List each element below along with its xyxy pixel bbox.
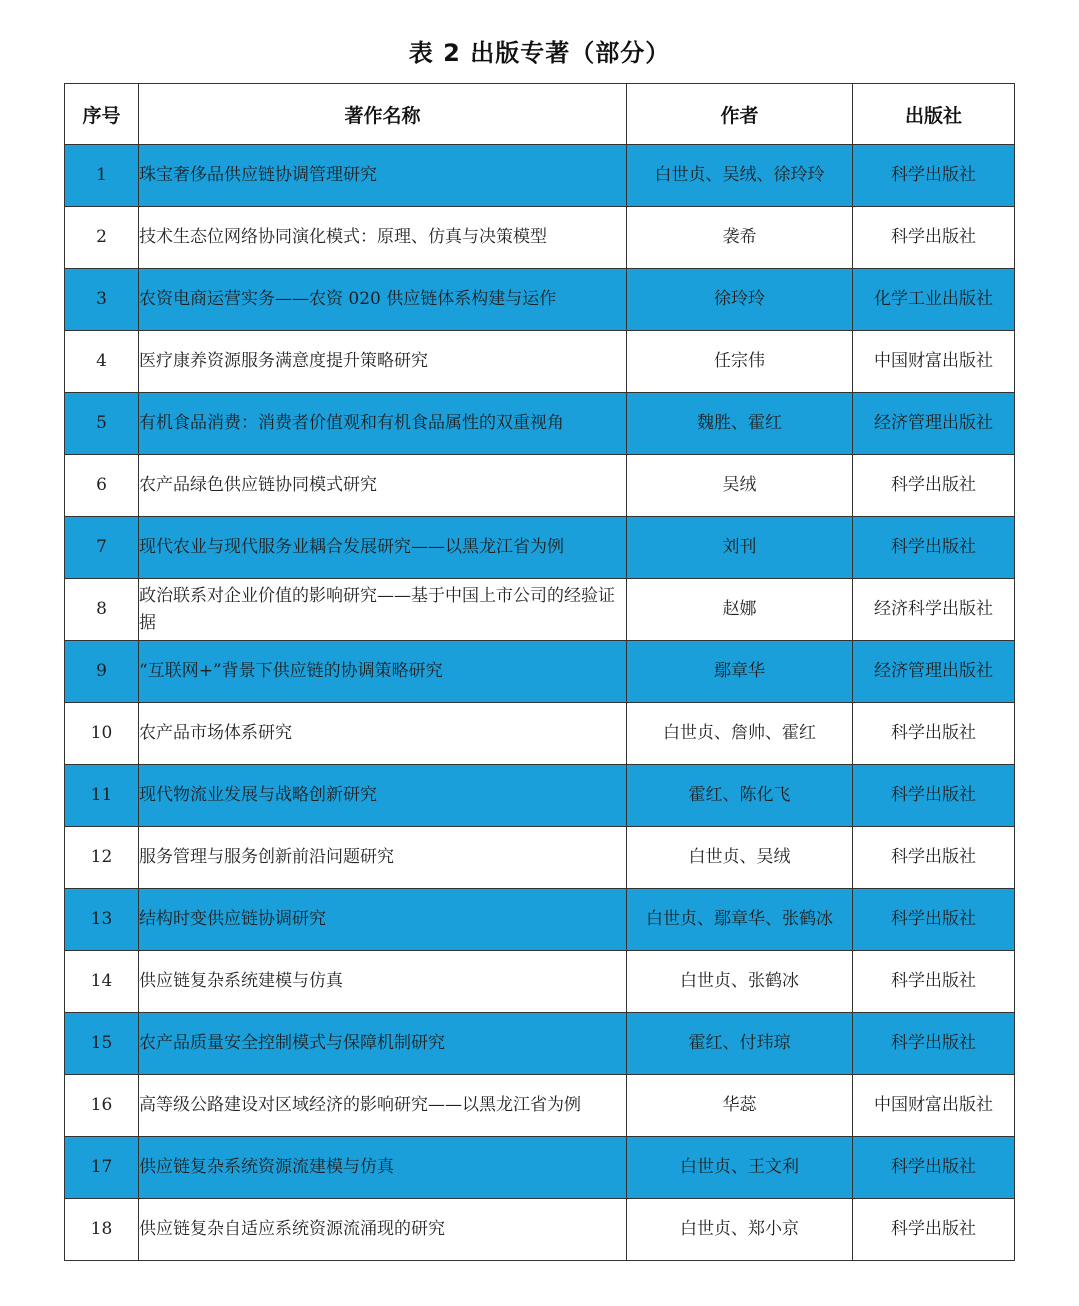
row-number: 7 [65,517,139,579]
book-title: 服务管理与服务创新前沿问题研究 [139,827,627,889]
book-title: 供应链复杂系统建模与仿真 [139,951,627,1013]
row-number: 15 [65,1013,139,1075]
book-title: 技术生态位网络协同演化模式：原理、仿真与决策模型 [139,207,627,269]
book-title: 农产品质量安全控制模式与保障机制研究 [139,1013,627,1075]
book-publisher: 科学出版社 [853,1199,1015,1261]
book-title: 医疗康养资源服务满意度提升策略研究 [139,331,627,393]
book-title: 现代农业与现代服务业耦合发展研究——以黑龙江省为例 [139,517,627,579]
row-number: 8 [65,579,139,641]
row-number: 6 [65,455,139,517]
book-title: 珠宝奢侈品供应链协调管理研究 [139,145,627,207]
book-authors: 白世贞、王文利 [627,1137,853,1199]
book-title: 供应链复杂系统资源流建模与仿真 [139,1137,627,1199]
row-number: 5 [65,393,139,455]
table-row [65,393,1015,455]
header-book-title: 著作名称 [139,84,627,145]
row-number: 4 [65,331,139,393]
table-row [65,1137,1015,1199]
row-number: 10 [65,703,139,765]
book-title: 政治联系对企业价值的影响研究——基于中国上市公司的经验证据 [139,579,627,641]
row-number: 13 [65,889,139,951]
table-row [65,827,1015,889]
book-authors: 刘刊 [627,517,853,579]
table-row [65,331,1015,393]
table-row [65,641,1015,703]
table-body [65,145,1015,1261]
row-number: 16 [65,1075,139,1137]
row-number: 18 [65,1199,139,1261]
book-authors: 白世贞、吴绒 [627,827,853,889]
table-row [65,1075,1015,1137]
row-number: 14 [65,951,139,1013]
book-publisher: 科学出版社 [853,145,1015,207]
book-publisher: 中国财富出版社 [853,1075,1015,1137]
table-row [65,579,1015,641]
book-authors: 华蕊 [627,1075,853,1137]
row-number: 17 [65,1137,139,1199]
table-row [65,1013,1015,1075]
table-caption: 表 2 出版专著（部分） [408,39,671,67]
book-publisher: 中国财富出版社 [853,331,1015,393]
book-authors: 白世贞、詹帅、霍红 [627,703,853,765]
book-title: 农产品市场体系研究 [139,703,627,765]
book-authors: 霍红、陈化飞 [627,765,853,827]
table-row [65,145,1015,207]
book-authors: 任宗伟 [627,331,853,393]
book-authors: 袭希 [627,207,853,269]
row-number: 2 [65,207,139,269]
table-row [65,765,1015,827]
table-row [65,207,1015,269]
header-publisher: 出版社 [853,84,1015,145]
book-publisher: 科学出版社 [853,765,1015,827]
book-publisher: 科学出版社 [853,1013,1015,1075]
book-title: “互联网+”背景下供应链的协调策略研究 [139,641,627,703]
table-row [65,889,1015,951]
publications-table [64,83,1015,1261]
book-authors: 白世贞、吴绒、徐玲玲 [627,145,853,207]
book-authors: 魏胜、霍红 [627,393,853,455]
book-authors: 白世贞、鄢章华、张鹤冰 [627,889,853,951]
header-serial-number: 序号 [65,84,139,145]
book-title: 供应链复杂自适应系统资源流涌现的研究 [139,1199,627,1261]
book-authors: 赵娜 [627,579,853,641]
book-publisher: 科学出版社 [853,1137,1015,1199]
book-authors: 白世贞、郑小京 [627,1199,853,1261]
table-row [65,1199,1015,1261]
book-publisher: 化学工业出版社 [853,269,1015,331]
header-authors: 作者 [627,84,853,145]
book-publisher: 科学出版社 [853,517,1015,579]
book-publisher: 科学出版社 [853,951,1015,1013]
book-authors: 白世贞、张鹤冰 [627,951,853,1013]
row-number: 3 [65,269,139,331]
table-row [65,703,1015,765]
table-row [65,517,1015,579]
header-row [65,84,1015,145]
table-row [65,951,1015,1013]
table-row [65,455,1015,517]
row-number: 12 [65,827,139,889]
book-publisher: 经济管理出版社 [853,393,1015,455]
book-title: 结构时变供应链协调研究 [139,889,627,951]
book-authors: 徐玲玲 [627,269,853,331]
book-publisher: 科学出版社 [853,889,1015,951]
book-authors: 霍红、付玮琼 [627,1013,853,1075]
book-publisher: 科学出版社 [853,827,1015,889]
book-publisher: 科学出版社 [853,207,1015,269]
book-title: 农资电商运营实务——农资 020 供应链体系构建与运作 [139,269,627,331]
row-number: 11 [65,765,139,827]
row-number: 9 [65,641,139,703]
book-publisher: 经济管理出版社 [853,641,1015,703]
book-publisher: 经济科学出版社 [853,579,1015,641]
book-authors: 吴绒 [627,455,853,517]
book-title: 高等级公路建设对区域经济的影响研究——以黑龙江省为例 [139,1075,627,1137]
book-publisher: 科学出版社 [853,703,1015,765]
table-row [65,269,1015,331]
book-publisher: 科学出版社 [853,455,1015,517]
book-authors: 鄢章华 [627,641,853,703]
book-title: 现代物流业发展与战略创新研究 [139,765,627,827]
book-title: 有机食品消费：消费者价值观和有机食品属性的双重视角 [139,393,627,455]
row-number: 1 [65,145,139,207]
book-title: 农产品绿色供应链协同模式研究 [139,455,627,517]
